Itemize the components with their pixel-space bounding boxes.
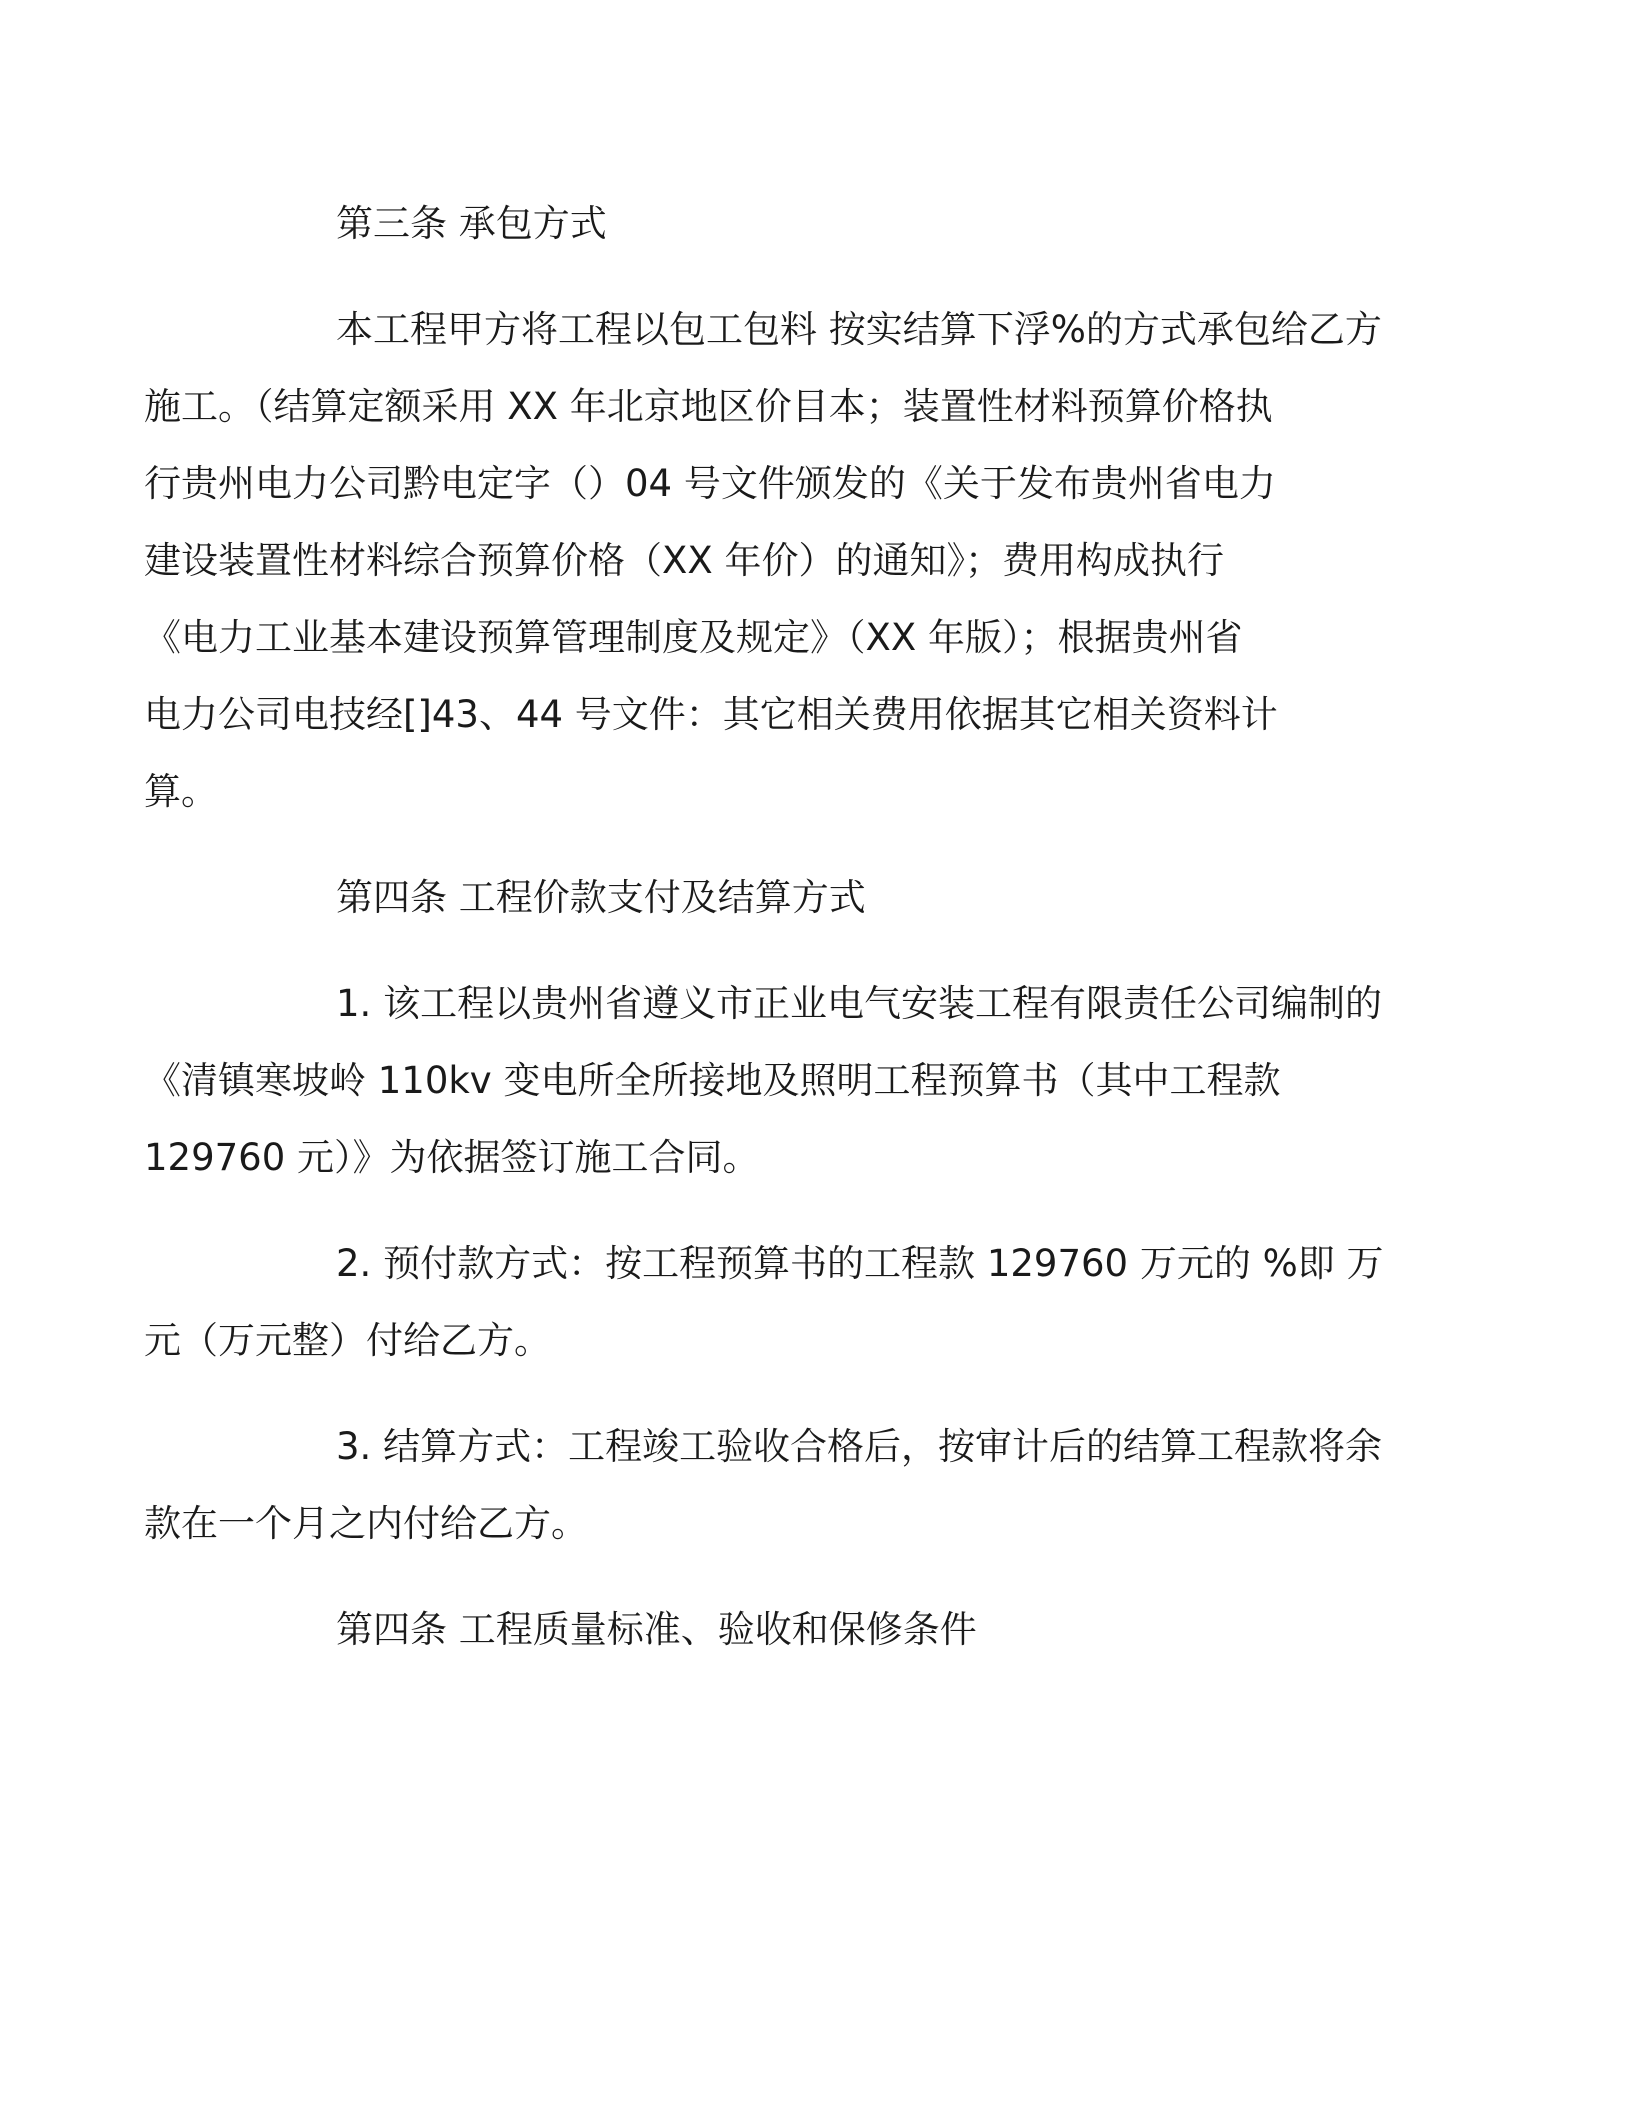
article-4-payment-heading: 第四条 工程价款支付及结算方式 (336, 876, 866, 919)
paragraph-line: 元（万元整）付给乙方。 (144, 1319, 551, 1362)
paragraph-line: 本工程甲方将工程以包工包料 按实结算下浮%的方式承包给乙方 (336, 308, 1382, 351)
paragraph-line: 《电力工业基本建设预算管理制度及规定》（XX 年版）；根据贵州省 (144, 616, 1243, 659)
paragraph-line: 3. 结算方式：工程竣工验收合格后，按审计后的结算工程款将余 (336, 1425, 1383, 1468)
document-body (144, 185, 1384, 1697)
paragraph-line: 款在一个月之内付给乙方。 (144, 1502, 588, 1545)
paragraph-line: 1. 该工程以贵州省遵义市正业电气安装工程有限责任公司编制的 (336, 982, 1383, 1025)
article-3-heading: 第三条 承包方式 (336, 202, 607, 245)
paragraph-line: 2. 预付款方式：按工程预算书的工程款 129760 万元的 %即 万 (336, 1242, 1384, 1285)
paragraph-line: 算。 (144, 770, 218, 813)
article-4-quality-heading: 第四条 工程质量标准、验收和保修条件 (336, 1608, 977, 1651)
paragraph-line: 电力公司电技经[]43、44 号文件：其它相关费用依据其它相关资料计 (144, 693, 1278, 736)
payment-item-2 (144, 1225, 1384, 1379)
paragraph-line: 建设装置性材料综合预算价格（XX 年价）的通知》；费用构成执行 (144, 539, 1224, 582)
paragraph-line: 施工。（结算定额采用 XX 年北京地区价目本；装置性材料预算价格执 (144, 385, 1273, 428)
article-3-paragraph (144, 291, 1382, 830)
payment-item-3 (144, 1408, 1383, 1562)
paragraph-line: 《清镇寒坡岭 110kv 变电所全所接地及照明工程预算书（其中工程款 (144, 1059, 1281, 1102)
paragraph-line: 行贵州电力公司黔电定字（）04 号文件颁发的《关于发布贵州省电力 (144, 462, 1276, 505)
payment-item-1 (144, 965, 1383, 1196)
paragraph-line: 129760 元）》为依据签订施工合同。 (144, 1136, 760, 1179)
